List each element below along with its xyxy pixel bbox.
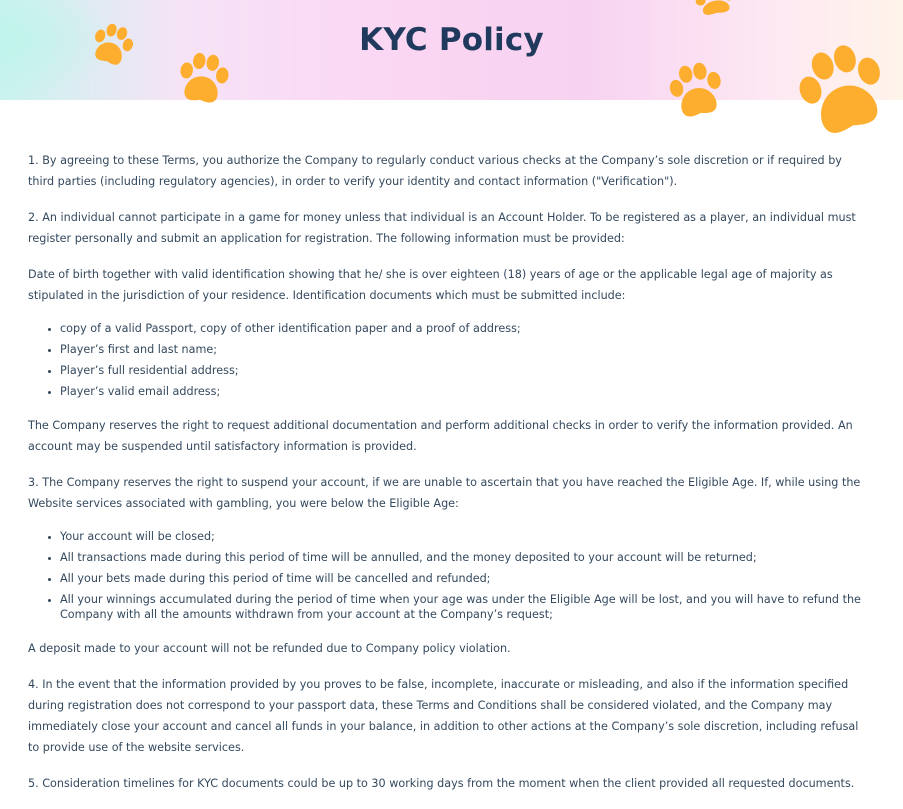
paw-print-icon — [166, 44, 240, 115]
underage-consequences-list — [28, 529, 864, 622]
policy-paragraph-7: 4. In the event that the information provided by you proves to be false, incomplete, inaccurate or misleading, and also if the information specified during registration does not correspond to your passport data, these Terms and Conditions shall be considered violated, and the Company may immediately close your account and cancel all funds in your balance, in addition to other actions at the Company’s sole discretion, including refusal to provide use of the website services. — [28, 678, 859, 754]
policy-paragraph-3: Date of birth together with valid identification showing that he/ she is over eighteen (18) years of age or the applicable legal age of majority as stipulated in the jurisdiction of your residence. Identification documents which must be submitted include: — [28, 268, 833, 302]
list-item: • Player’s first and last name; — [60, 342, 864, 357]
list-item: • Player’s full residential address; — [60, 363, 864, 378]
page-title: KYC Policy — [359, 22, 544, 58]
required-documents-list — [28, 321, 864, 399]
list-item: • Your account will be closed; — [60, 529, 864, 544]
policy-paragraph-8: 5. Consideration timelines for KYC documents could be up to 30 working days from the moment when the client provided all requested documents. — [28, 777, 855, 790]
list-item: • All your bets made during this period of time will be cancelled and refunded; — [60, 571, 864, 586]
list-item: • copy of a valid Passport, copy of other identification paper and a proof of address; — [60, 321, 864, 336]
policy-paragraph-6: A deposit made to your account will not be refunded due to Company policy violation. — [28, 642, 511, 655]
list-item: • All transactions made during this period of time will be annulled, and the money deposited to your account will be returned; — [60, 550, 864, 565]
policy-content — [28, 150, 864, 809]
policy-paragraph-4: The Company reserves the right to request additional documentation and perform additional checks in order to verify the information provided. An account may be suspended until satisfactory information is provided. — [28, 419, 853, 453]
list-item: • Player’s valid email address; — [60, 384, 864, 399]
policy-paragraph-1: 1. By agreeing to these Terms, you authorize the Company to regularly conduct various checks at the Company’s sole discretion or if required by third parties (including regulatory agencies), in order to verify your identity and contact information ("Verification"). — [28, 154, 842, 188]
policy-paragraph-5: 3. The Company reserves the right to suspend your account, if we are unable to ascertain that you have reached the Eligible Age. If, while using the Website services associated with gambling, you were below the Eligible Age: — [28, 476, 861, 510]
policy-paragraph-2: 2. An individual cannot participate in a game for money unless that individual is an Account Holder. To be registered as a player, an individual must register personally and submit an application for registration. The following information must be provided: — [28, 211, 856, 245]
list-item: • All your winnings accumulated during the period of time when your age was under the Eligible Age will be lost, and you will have to refund the Company with all the amounts withdrawn from your account at the Company’s request; — [60, 592, 864, 622]
paw-print-icon — [656, 52, 736, 131]
